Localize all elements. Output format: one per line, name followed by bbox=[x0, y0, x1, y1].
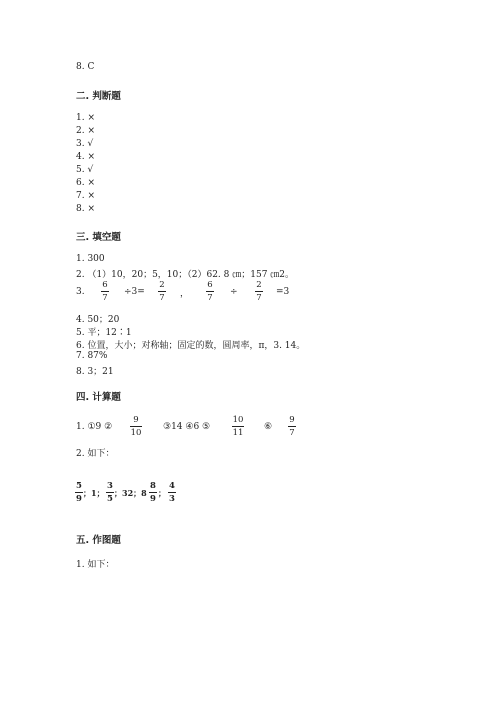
separator-text: ；1； bbox=[83, 488, 105, 498]
answer-line: 8. C bbox=[76, 62, 95, 72]
denominator: 5 bbox=[107, 493, 113, 504]
answer-line: 4. 50；20 bbox=[76, 315, 120, 325]
fraction bbox=[130, 416, 142, 437]
numerator: 2 bbox=[159, 280, 165, 290]
answer-line: 2. 如下： bbox=[76, 449, 115, 459]
fraction bbox=[158, 281, 166, 302]
numerator: 8 bbox=[150, 481, 156, 491]
answer-line: 5. 平；12∶1 bbox=[76, 328, 132, 338]
fraction-bar bbox=[158, 291, 166, 292]
denominator: 7 bbox=[159, 292, 165, 303]
fraction-bar bbox=[106, 492, 114, 493]
numerator: 2 bbox=[256, 280, 262, 290]
answer-line: 4. × bbox=[76, 152, 95, 162]
fraction bbox=[101, 281, 109, 302]
fraction-bar bbox=[149, 492, 157, 493]
denominator: 10 bbox=[130, 427, 142, 438]
numerator: 5 bbox=[76, 481, 82, 491]
numerator: 10 bbox=[232, 415, 244, 425]
denominator: 9 bbox=[150, 493, 156, 504]
answer-prefix: 1. ①9 ② bbox=[76, 422, 113, 432]
separator-text: ；32；8 bbox=[114, 488, 147, 498]
fraction bbox=[288, 416, 296, 437]
answer-line: 8. 3；21 bbox=[76, 367, 114, 377]
numerator: 9 bbox=[133, 415, 139, 425]
section-heading: 三. 填空题 bbox=[76, 232, 121, 243]
answer-line: 7. 87% bbox=[76, 351, 108, 361]
section-heading: 四. 计算题 bbox=[76, 392, 121, 403]
fraction bbox=[168, 482, 176, 503]
denominator: 11 bbox=[232, 427, 244, 438]
numerator: 6 bbox=[102, 280, 108, 290]
answer-text: ⑥ bbox=[264, 422, 273, 432]
result-text: =3 bbox=[276, 287, 290, 297]
operator-text: ÷3= bbox=[124, 287, 145, 297]
denominator: 9 bbox=[76, 493, 82, 504]
answer-line: 1. × bbox=[76, 113, 95, 123]
answer-line: 1. 如下： bbox=[76, 560, 115, 570]
section-heading: 二. 判断题 bbox=[76, 91, 121, 102]
answer-line: 3. √ bbox=[76, 139, 94, 149]
fraction-bar bbox=[75, 492, 83, 493]
answer-line: 6. × bbox=[76, 178, 95, 188]
separator-text: ， bbox=[180, 289, 190, 299]
denominator: 3 bbox=[169, 493, 175, 504]
denominator: 7 bbox=[102, 292, 108, 303]
fraction-bar bbox=[130, 426, 142, 427]
fraction-bar bbox=[255, 291, 263, 292]
answer-line: 1. 300 bbox=[76, 254, 105, 264]
answer-line: 8. × bbox=[76, 204, 95, 214]
answer-line: 5. √ bbox=[76, 165, 94, 175]
fraction bbox=[106, 482, 114, 503]
denominator: 7 bbox=[207, 292, 213, 303]
answer-line: 2. （1）10，20；5，10；（2）62. 8 ㎝；157 ㎝2。 bbox=[76, 270, 295, 280]
numerator: 6 bbox=[207, 280, 213, 290]
denominator: 7 bbox=[289, 427, 295, 438]
fraction bbox=[232, 416, 244, 437]
answer-line: 6. 位置，大小；对称轴；固定的数，圆周率，π，3. 14。 bbox=[76, 341, 306, 351]
fraction-bar bbox=[288, 426, 296, 427]
fraction-bar bbox=[206, 291, 214, 292]
separator-text: ； bbox=[158, 488, 166, 498]
answer-text: ③14 ④6 ⑤ bbox=[163, 422, 211, 432]
fraction bbox=[75, 482, 83, 503]
fraction bbox=[255, 281, 263, 302]
answer-line: 7. × bbox=[76, 191, 95, 201]
fraction-bar bbox=[168, 492, 176, 493]
denominator: 7 bbox=[256, 292, 262, 303]
fraction bbox=[206, 281, 214, 302]
numerator: 3 bbox=[107, 481, 113, 491]
question-number: 3. bbox=[76, 287, 85, 297]
fraction-bar bbox=[232, 426, 244, 427]
section-heading: 五. 作图题 bbox=[76, 535, 121, 546]
numerator: 9 bbox=[289, 415, 295, 425]
fraction bbox=[149, 482, 157, 503]
fraction-bar bbox=[101, 291, 109, 292]
operator-text: ÷ bbox=[230, 287, 238, 297]
answer-line: 2. × bbox=[76, 126, 95, 136]
numerator: 4 bbox=[169, 481, 175, 491]
